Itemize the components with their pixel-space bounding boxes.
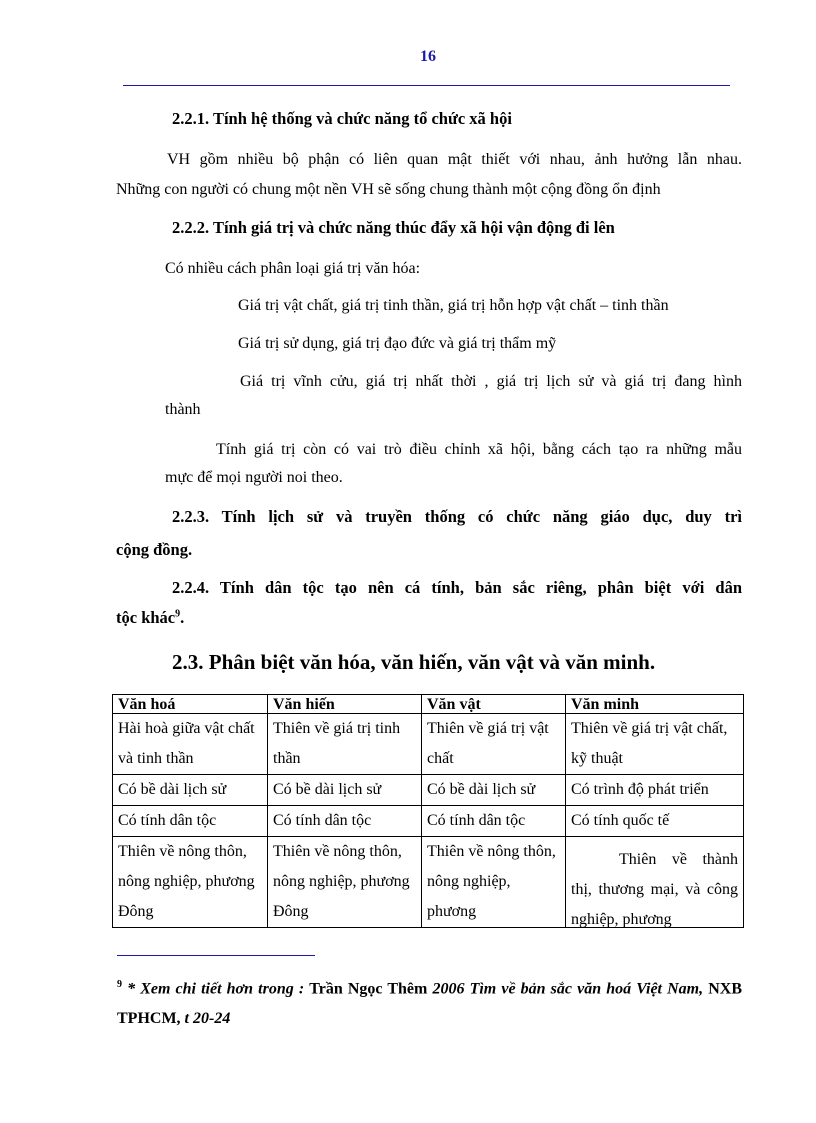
value-item-3-line-2: thành — [165, 401, 201, 418]
table-header-cell: Văn minh — [566, 695, 744, 714]
table-cell-wrap — [268, 837, 422, 928]
heading-2-2-4-line-2 — [116, 608, 184, 628]
value-item-1: Giá trị vật chất, giá trị tinh thần, giá trị hỗn hợp vật chất – tinh thần — [238, 297, 669, 314]
table-cell: Thiên về thành thị, thương mại, và công nghiệp, phương — [571, 851, 738, 927]
heading-2-2-3-line-2: cộng đồng. — [116, 540, 193, 559]
table-cell: Thiên về giá trị vật chất, kỹ thuật — [566, 714, 744, 775]
heading-2-2-4-line-1: 2.2.4. Tính dân tộc tạo nên cá tính, bản sắc riêng, phân biệt với dân — [172, 578, 742, 597]
heading-2-2-1: 2.2.1. Tính hệ thống và chức năng tổ chức xã hội — [172, 109, 512, 128]
footnote-author: Trần Ngọc Thêm — [309, 980, 428, 998]
footnote-number: 9 — [117, 979, 122, 990]
table-cell: Có tính dân tộc — [422, 806, 566, 837]
value-intro: Có nhiều cách phân loại giá trị văn hóa: — [165, 260, 421, 277]
page-number: 16 — [420, 48, 436, 65]
value-role-line-2: mực để mọi người noi theo. — [165, 469, 343, 486]
table-header-cell: Văn vật — [422, 695, 566, 714]
table-row — [113, 775, 744, 806]
header-rule — [123, 85, 730, 86]
footnote-title: 2006 Tìm về bản sắc văn hoá Việt Nam, — [432, 980, 704, 998]
value-role-line-1: Tính giá trị còn có vai trò điều chỉnh xã hội, bằng cách tạo ra những mẫu — [216, 441, 742, 458]
table-cell: Hài hoà giữa vật chất và tinh thần — [113, 714, 268, 775]
table-header-row — [113, 695, 744, 714]
table-cell-wrap — [422, 837, 566, 928]
table-cell: Thiên về nông thôn, nông nghiệp, phương — [427, 843, 556, 920]
table-header-cell: Văn hiến — [268, 695, 422, 714]
table-cell: Có bề dài lịch sử — [113, 775, 268, 806]
table-cell-wrap — [113, 837, 268, 928]
table-row — [113, 806, 744, 837]
footnote-rule — [117, 955, 315, 956]
footnote-reference: 9 — [175, 608, 181, 620]
heading-2-2-3-line-1: 2.2.3. Tính lịch sử và truyền thống có chức năng giáo dục, duy trì — [172, 507, 742, 526]
paragraph-2-2-1-line-2: Những con người có chung một nền VH sẽ sống chung thành một cộng đồng ổn định — [116, 181, 661, 198]
table-cell: Có tính dân tộc — [268, 806, 422, 837]
heading-2-2-2: 2.2.2. Tính giá trị và chức năng thúc đẩy xã hội vận động đi lên — [172, 218, 615, 237]
table-cell: Có bề dài lịch sử — [422, 775, 566, 806]
paragraph-2-2-1-line-1: VH gồm nhiều bộ phận có liên quan mật thiết với nhau, ảnh hưởng lẫn nhau. — [167, 151, 742, 168]
table-row — [113, 714, 744, 775]
footnote-prefix: * Xem chi tiết hơn trong : — [127, 980, 305, 998]
table-row — [113, 837, 744, 928]
table-cell-wrap — [566, 837, 744, 928]
value-item-3-line-1: Giá trị vĩnh cửu, giá trị nhất thời , giá trị lịch sử và giá trị đang hình — [240, 373, 742, 390]
footnote-pages: t 20-24 — [184, 1010, 231, 1028]
table-cell: Có bề dài lịch sử — [268, 775, 422, 806]
table-cell: Thiên về giá trị vật chất — [422, 714, 566, 775]
heading-2-2-4-end: . — [180, 608, 185, 627]
table-cell: Có trình độ phát triển — [566, 775, 744, 806]
table-cell: Có tính quốc tế — [566, 806, 744, 837]
footnote — [117, 970, 742, 1034]
table-cell: Thiên về nông thôn, nông nghiệp, phương Đông — [118, 843, 255, 920]
table-cell: Có tính dân tộc — [113, 806, 268, 837]
footnote-publisher: NXB TPHCM, — [117, 980, 742, 1028]
heading-2-2-4-text: tộc khác — [116, 608, 176, 627]
table-cell: Thiên về giá trị tinh thần — [268, 714, 422, 775]
value-item-2: Giá trị sử dụng, giá trị đạo đức và giá trị thẩm mỹ — [238, 335, 557, 352]
comparison-table — [112, 694, 744, 928]
table-cell: Thiên về nông thôn, nông nghiệp, phương Đông — [273, 843, 410, 920]
heading-2-3: 2.3. Phân biệt văn hóa, văn hiến, văn vật và văn minh. — [172, 650, 656, 674]
table-header-cell: Văn hoá — [113, 695, 268, 714]
